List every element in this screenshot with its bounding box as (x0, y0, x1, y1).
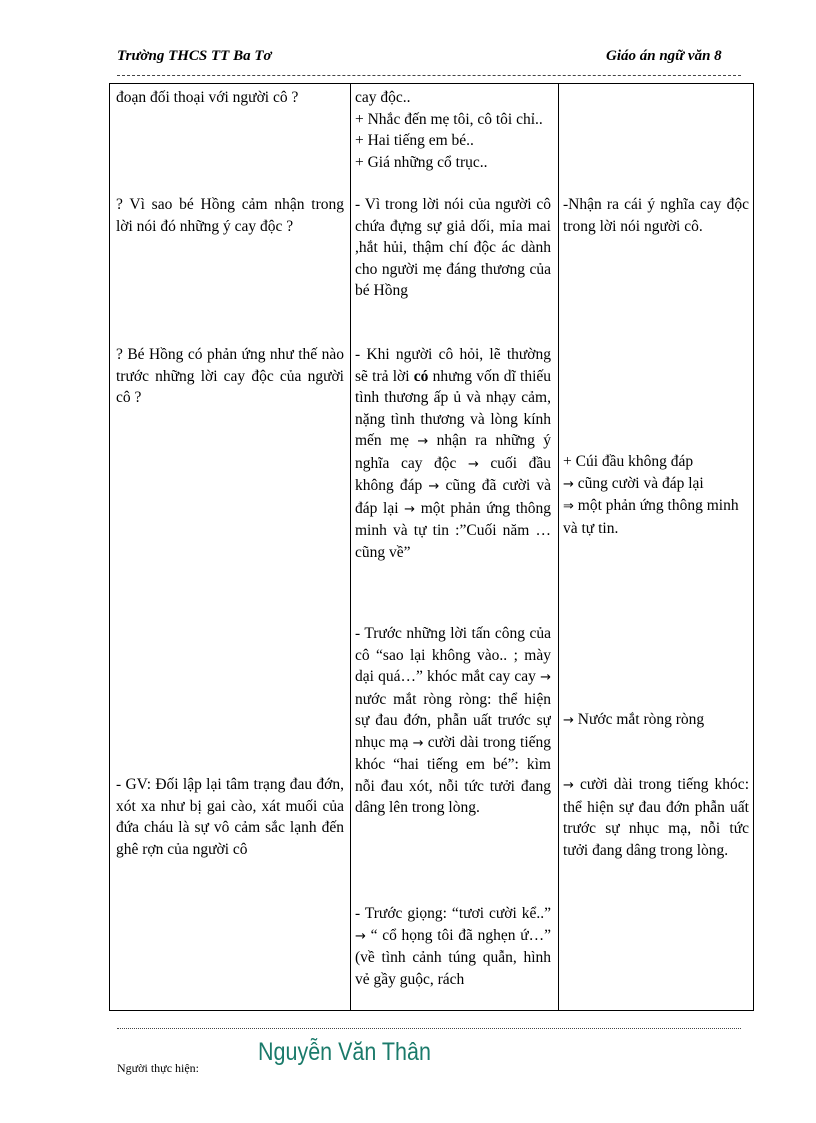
emphasis-word: có (413, 367, 429, 385)
question-reaction: ? Bé Hồng có phản ứng như thế nào trước những lời cay độc của người cô ? (116, 346, 344, 406)
answer-why-cruel: - Vì trong lời nói của người cô chứa đựng sự giả dối, mỉa mai ,hắt hủi, thậm chí độc ác dành cho người mẹ đáng thương của bé Hồng (355, 196, 551, 299)
column-divider (558, 84, 559, 1010)
arrow-right-icon: → (428, 479, 440, 494)
arrow-right-icon: → (404, 501, 416, 517)
content-reaction: + Cúi đầu không đáp → cũng cười và đáp lại ⇒ một phản ứng thông minh và tự tin. (563, 453, 739, 537)
student-activity-column (355, 84, 551, 1010)
answer-line: + Nhắc đến mẹ tôi, cô tôi chỉ.. (355, 110, 543, 128)
arrow-right-icon: → (412, 735, 424, 751)
teacher-activity-column (116, 84, 344, 1010)
footer-divider (117, 1028, 741, 1029)
content-tears: → Nước mắt ròng ròng (563, 711, 705, 728)
column-divider (350, 84, 351, 1010)
question-why-cruel: ? Vì sao bé Hồng cảm nhận trong lời nói đó những ý cay độc ? (116, 196, 344, 235)
teacher-note: - GV: Đối lập lại tâm trạng đau đớn, xót xa như bị gai cào, xát muối của đứa cháu là sự vô cảm sắc lạnh đến ghê rợn của người cô (116, 776, 344, 858)
content-column (563, 84, 749, 1010)
arrow-right-icon: → (540, 670, 551, 685)
answer-reaction: - Khi người cô hỏi, lẽ thường sẽ trả lời có nhưng vốn dĩ thiếu tình thương ấp ủ và nhạy cảm, nặng tình thương và lòng kính mến mẹ → nhận ra những ý nghĩa cay độc → cuối đầu không đáp → cũng đã cười và đáp lại → một phản ứng thông minh và tự tin :”Cuối năm …cũng về” (355, 346, 551, 561)
implies-icon: ⇒ (563, 499, 574, 514)
header-subject: Giáo án ngữ văn 8 (606, 48, 722, 64)
arrow-right-icon: → (563, 476, 574, 492)
arrow-right-icon: → (467, 456, 479, 472)
content-laugh: → cười dài trong tiếng khóc: thể hiện sự đau đớn phẫn uất trước sự nhục mạ, nỗi tức tưởi đang dâng trong lòng. (563, 776, 749, 859)
lesson-table (109, 83, 754, 1011)
content-cruelty: -Nhận ra cái ý nghĩa cay độc trong lời nói người cô. (563, 196, 749, 235)
question-dialogue: đoạn đối thoại với người cô ? (116, 89, 299, 106)
arrow-right-icon: → (355, 928, 366, 944)
arrow-right-icon: → (563, 713, 574, 728)
arrow-right-icon: → (563, 778, 574, 793)
author-signature: Nguyễn Văn Thân (258, 1038, 431, 1066)
header-divider (117, 75, 741, 76)
answer-list (355, 87, 551, 173)
answer-attack: - Trước những lời tấn công của cô “sao lại không vào.. ; mày dại quá…” khóc mắt cay cay → nước mắt ròng ròng: thể hiện sự đau đớn, phẫn uất trước sự nhục mạ → cười dài trong tiếng khóc “hai tiếng em bé”: kìm nỗi đau xót, nỗi tức tưởi đang dâng lên trong lòng. (355, 625, 551, 816)
arrow-right-icon: → (417, 434, 429, 449)
answer-line: + Giá những cổ trục.. (355, 153, 488, 171)
answer-line: cay độc.. (355, 89, 411, 106)
header-school-name: Trường THCS TT Ba Tơ (117, 48, 272, 64)
footer-author-label: Người thực hiện: (117, 1061, 200, 1075)
answer-line: + Hai tiếng em bé.. (355, 132, 474, 149)
answer-voice: - Trước giọng: “tươi cười kể..” → “ cổ họng tôi đã nghẹn ứ…” (về tình cảnh túng quẫn, hình vẻ gầy guộc, rách (355, 905, 551, 988)
